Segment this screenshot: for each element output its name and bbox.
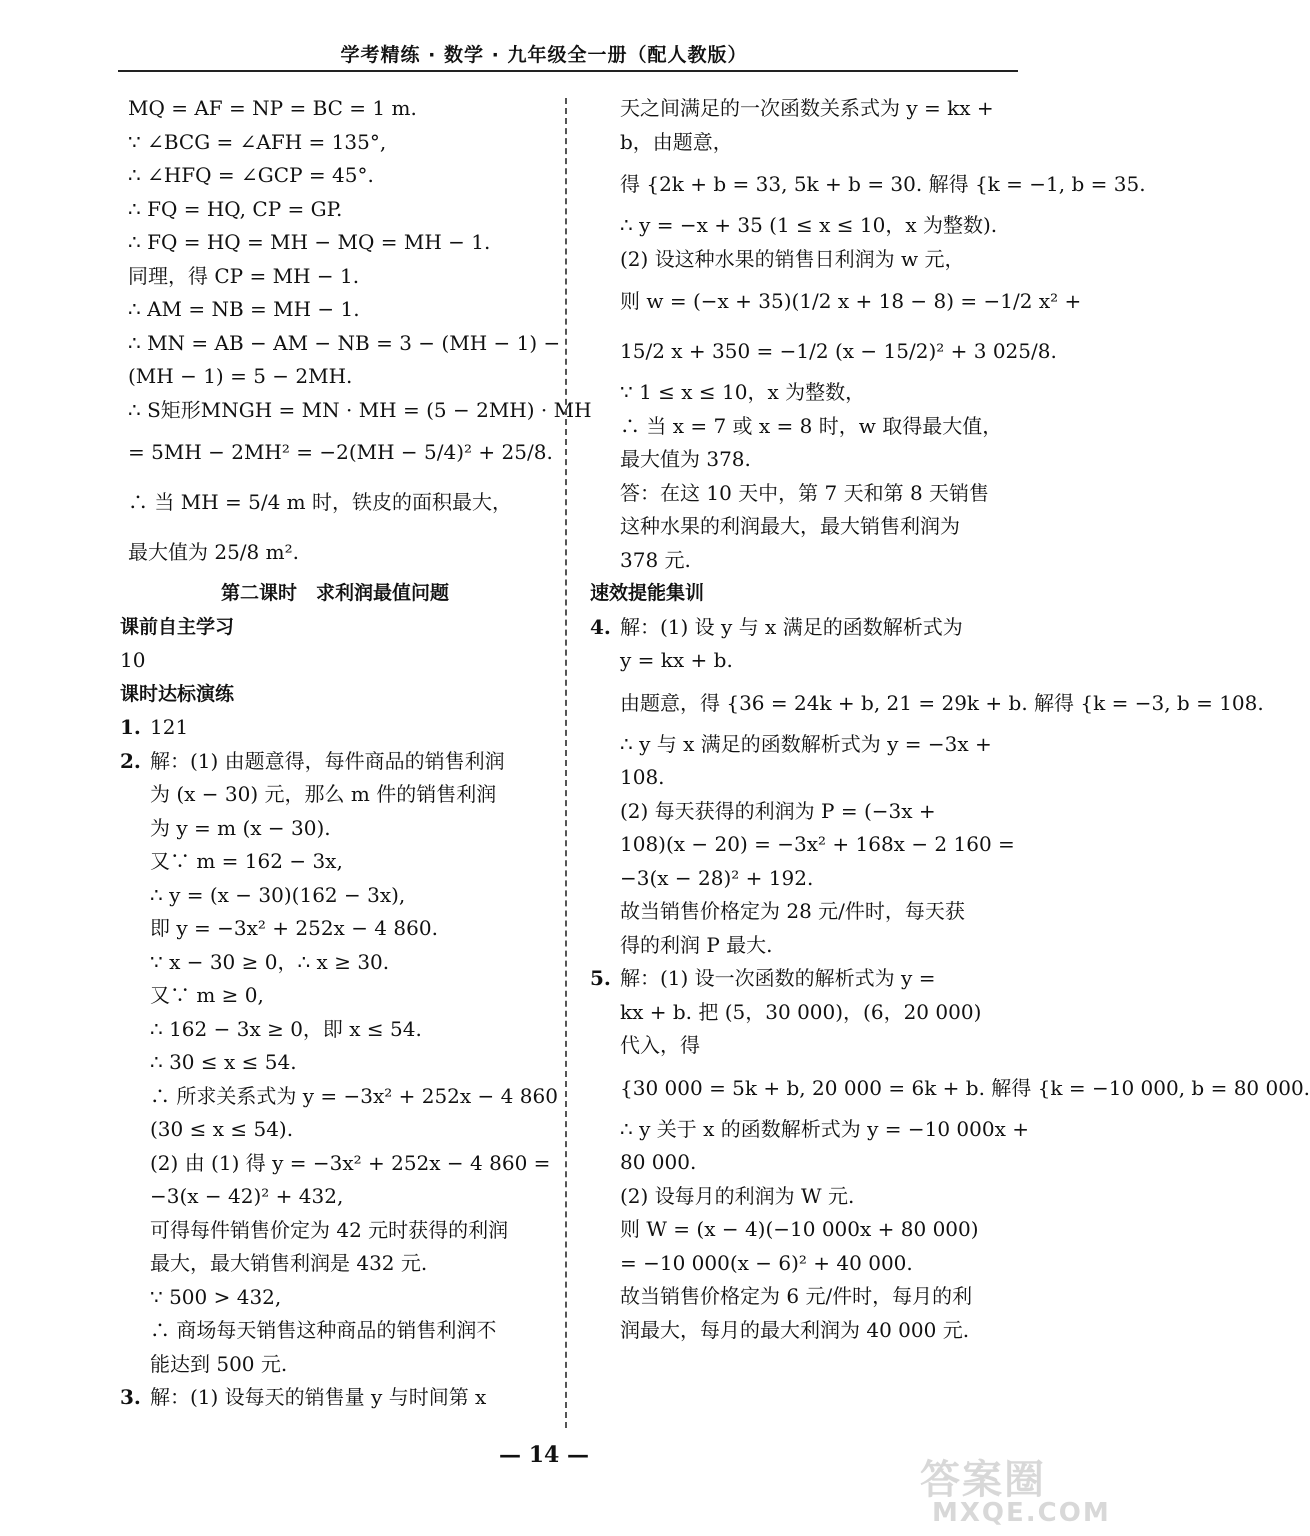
line-text: 课前自主学习 (120, 615, 235, 638)
solution-line (590, 1113, 1029, 1147)
line-text: (30 ≤ x ≤ 54). (150, 1117, 294, 1141)
solution-line (590, 728, 1020, 762)
line-text: ∴ ∠HFQ = ∠GCP = 45°. (128, 163, 374, 187)
line-text: ∴ AM = NB = MH − 1. (128, 297, 360, 321)
line-text: ∴ 30 ≤ x ≤ 54. (150, 1050, 297, 1074)
line-text: 80 000. (620, 1150, 697, 1174)
line-text: {30 000 = 5k + b, 20 000 = 6k + b. 解得 {k = −10 000, b = 80 000. (620, 1075, 1310, 1100)
solution-line (120, 1214, 550, 1248)
line-text: 最大，最大销售利润是 432 元. (150, 1251, 428, 1275)
solution-line (590, 1180, 1020, 1214)
line-text: ∵ ∠BCG = ∠AFH = 135°, (128, 129, 387, 154)
line-text: 得 {2k + b = 33, 5k + b = 30. 解得 {k = −1, b = 35. (620, 172, 1146, 196)
line-text: 则 W = (x − 4)(−10 000x + 80 000) (620, 1217, 979, 1241)
line-text: ∴ 当 MH = 5/4 m 时，铁皮的面积最大， (128, 490, 512, 514)
solution-line (120, 1013, 550, 1047)
line-text: ∴ y = (x − 30)(162 − 3x), (150, 882, 406, 907)
line-text: ∵ 1 ≤ x ≤ 10，x 为整数， (620, 380, 866, 404)
line-text: kx + b. 把 (5，30 000)，(6，20 000) (620, 999, 982, 1024)
page-header: 学考精练 · 数学 · 九年级全一册（配人教版） (340, 44, 748, 66)
solution-line (120, 1348, 550, 1382)
column-divider (565, 98, 567, 1428)
line-text: ∴ S矩形MNGH = MN · MH = (5 − 2MH) · MH (128, 397, 592, 422)
solution-line (590, 644, 1020, 678)
watermark-logo (920, 1448, 1111, 1530)
line-text: ∴ 商场每天销售这种商品的销售利润不 (150, 1318, 497, 1342)
line-text: 解：(1) 由题意得，每件商品的销售利润 (150, 748, 505, 773)
solution-line (590, 376, 1020, 410)
line-text: 故当销售价格定为 28 元/件时，每天获 (620, 899, 965, 923)
line-text: ∴ y 关于 x 的函数解析式为 y = −10 000x + (620, 1116, 1029, 1141)
solution-line (590, 1314, 1020, 1348)
solution-line (590, 795, 1020, 829)
line-text: 10 (120, 648, 146, 672)
solution-line (120, 193, 550, 227)
line-text: (2) 设这种水果的销售日利润为 w 元， (620, 246, 965, 271)
solution-line (590, 410, 1020, 444)
solution-line (590, 159, 1146, 209)
solution-line (120, 293, 550, 327)
solution-line (120, 360, 550, 394)
question-number: 2. (120, 748, 141, 773)
line-text: ∵ x − 30 ≥ 0，∴ x ≥ 30. (150, 949, 390, 974)
solution-line (120, 577, 550, 611)
solution-line (590, 1280, 1020, 1314)
solution-line (590, 1029, 1020, 1063)
line-text: 378 元. (620, 547, 691, 572)
line-text: ∴ FQ = HQ = MH − MQ = MH − 1. (128, 230, 491, 254)
solution-line (590, 276, 1082, 326)
line-text: 可得每件销售价定为 42 元时获得的利润 (150, 1217, 509, 1242)
line-text: 故当销售价格定为 6 元/件时，每月的利 (620, 1284, 973, 1308)
line-text: 代入，得 (620, 1033, 700, 1057)
solution-line (590, 510, 1020, 544)
line-text: = 5MH − 2MH² = −2(MH − 5/4)² + 25/8. (128, 440, 553, 464)
solution-line (120, 1113, 550, 1147)
right-column (590, 92, 1310, 1347)
line-text: (2) 每天获得的利润为 P = (−3x + (620, 798, 936, 823)
solution-line (590, 577, 1020, 611)
line-text: ∴ 当 x = 7 或 x = 8 时，w 取得最大值， (620, 413, 1003, 438)
solution-line (120, 644, 550, 678)
line-text: 解：(1) 设一次函数的解析式为 y = (620, 966, 936, 990)
line-text: 108)(x − 20) = −3x² + 168x − 2 160 = (620, 832, 1015, 856)
line-text: b，由题意， (620, 129, 733, 154)
line-text: (2) 由 (1) 得 y = −3x² + 252x − 4 860 = (150, 1150, 551, 1175)
solution-line (120, 611, 550, 645)
solution-line (590, 678, 1264, 728)
line-text: −3(x − 28)² + 192. (620, 865, 814, 890)
line-text: ∴ 162 − 3x ≥ 0，即 x ≤ 54. (150, 1016, 422, 1041)
solution-line (120, 159, 550, 193)
solution-line (120, 327, 561, 361)
line-text: y = kx + b. (620, 648, 733, 672)
solution-line (120, 912, 550, 946)
line-text: 15/2 x + 350 = −1/2 (x − 15/2)² + 3 025/8. (620, 339, 1057, 363)
question-number: 4. (590, 614, 611, 639)
solution-line (120, 1180, 550, 1214)
line-text: ∴ FQ = HQ, CP = GP. (128, 196, 343, 221)
solution-line (120, 260, 550, 294)
solution-line (590, 243, 1020, 277)
line-text: (MH − 1) = 5 − 2MH. (128, 364, 353, 388)
solution-line (590, 126, 1020, 160)
line-text: (2) 设每月的利润为 W 元. (620, 1183, 855, 1208)
line-text: 又∵ m ≥ 0, (150, 983, 264, 1007)
solution-line (120, 845, 550, 879)
solution-line (590, 962, 1020, 996)
solution-line (120, 1281, 550, 1315)
solution-line (120, 778, 550, 812)
solution-line (120, 678, 550, 712)
solution-line (120, 812, 550, 846)
line-text: 为 y = m (x − 30). (150, 815, 331, 840)
line-text: 能达到 500 元. (150, 1351, 288, 1376)
line-text: 121 (150, 715, 189, 739)
solution-line (590, 828, 1020, 862)
solution-line (590, 326, 1057, 376)
line-text: 天之间满足的一次函数关系式为 y = kx + (620, 96, 994, 120)
solution-line (120, 126, 550, 160)
line-text: 同理，得 CP = MH − 1. (128, 263, 360, 288)
line-text: ∴ y = −x + 35 (1 ≤ x ≤ 10，x 为整数). (620, 213, 998, 237)
solution-line (120, 1147, 550, 1181)
line-text: 得的利润 P 最大. (620, 932, 773, 957)
line-text: 为 (x − 30) 元，那么 m 件的销售利润 (150, 782, 497, 806)
watermark-text: 答案圈 (920, 1457, 1046, 1503)
solution-line (120, 226, 550, 260)
line-text: ∴ y 与 x 满足的函数解析式为 y = −3x + (620, 731, 992, 756)
line-text: MQ = AF = NP = BC = 1 m. (128, 96, 417, 120)
line-text: 108. (620, 765, 665, 789)
line-text: 解：(1) 设每天的销售量 y 与时间第 x (150, 1385, 487, 1409)
line-text: ∴ 所求关系式为 y = −3x² + 252x − 4 860 (150, 1083, 558, 1108)
line-text: 由题意，得 {36 = 24k + b, 21 = 29k + b. 解得 {k = −3, b = 108. (620, 690, 1264, 715)
solution-line (120, 979, 550, 1013)
solution-line (590, 996, 1020, 1030)
solution-line (120, 946, 550, 980)
solution-line (590, 895, 1020, 929)
solution-line (120, 1046, 550, 1080)
line-text: ∴ MN = AB − AM − NB = 3 − (MH − 1) − (128, 330, 561, 355)
solution-line (590, 1063, 1310, 1113)
solution-line (120, 427, 553, 477)
solution-line (120, 527, 550, 577)
solution-line (120, 1314, 550, 1348)
solution-line (120, 1247, 550, 1281)
line-text: 第二课时 求利润最值问题 (220, 582, 449, 604)
solution-line (120, 394, 592, 428)
line-text: −3(x − 42)² + 432, (150, 1184, 344, 1208)
line-text: 即 y = −3x² + 252x − 4 860. (150, 916, 438, 940)
line-text: 又∵ m = 162 − 3x, (150, 849, 343, 873)
solution-line (120, 879, 550, 913)
solution-line (120, 711, 550, 745)
page-number: — 14 — (499, 1442, 589, 1468)
solution-line (590, 1247, 1020, 1281)
line-text: 最大值为 25/8 m². (128, 540, 299, 564)
line-text: ∵ 500 > 432, (150, 1284, 282, 1309)
line-text: 润最大，每月的最大利润为 40 000 元. (620, 1317, 970, 1342)
header-rule (118, 70, 1018, 72)
line-text: 这种水果的利润最大，最大销售利润为 (620, 514, 960, 538)
solution-line (120, 477, 550, 527)
solution-line (590, 929, 1020, 963)
watermark-url: MXQE.COM (932, 1498, 1111, 1528)
question-number: 5. (590, 966, 611, 990)
line-text: 则 w = (−x + 35)(1/2 x + 18 − 8) = −1/2 x² + (620, 289, 1082, 313)
solution-line (590, 1213, 1020, 1247)
line-text: = −10 000(x − 6)² + 40 000. (620, 1250, 913, 1275)
solution-line (590, 209, 1020, 243)
line-text: 解：(1) 设 y 与 x 满足的函数解析式为 (620, 614, 963, 639)
solution-line (590, 92, 1020, 126)
solution-line (120, 1080, 558, 1114)
line-text: 速效提能集训 (590, 582, 705, 604)
solution-line (590, 544, 1020, 578)
line-text: 最大值为 378. (620, 447, 751, 471)
left-column (120, 92, 592, 1415)
solution-line (590, 862, 1020, 896)
solution-line (120, 1381, 550, 1415)
solution-line (120, 92, 550, 126)
line-text: 课时达标演练 (120, 682, 235, 705)
solution-line (590, 443, 1020, 477)
line-text: 答：在这 10 天中，第 7 天和第 8 天销售 (620, 480, 990, 505)
solution-line (590, 477, 1020, 511)
solution-line (590, 761, 1020, 795)
solution-line (120, 745, 550, 779)
solution-line (590, 1146, 1020, 1180)
solution-line (590, 611, 1020, 645)
question-number: 1. (120, 715, 141, 739)
question-number: 3. (120, 1385, 141, 1409)
